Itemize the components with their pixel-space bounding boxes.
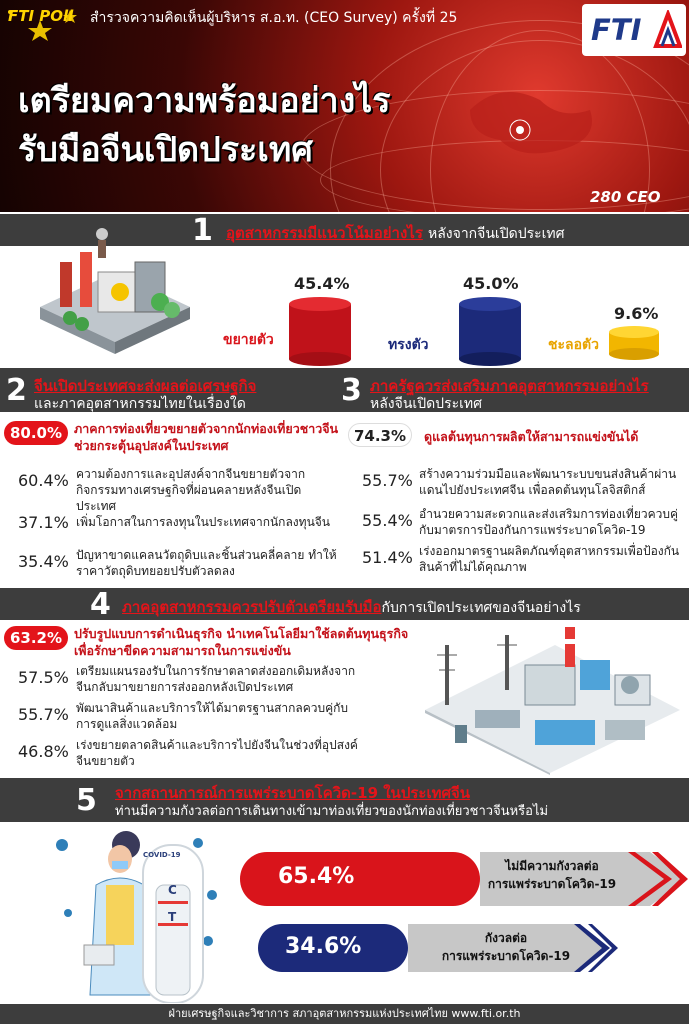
section3-question-red: ภาครัฐควรส่งเสริมภาคอุตสาหกรรมอย่างไร [370, 377, 649, 395]
fti-logo: FTI [591, 13, 642, 47]
section3-top-value: 74.3% [348, 423, 412, 447]
cylinder-stable [458, 296, 523, 366]
section3-row1-text: สร้างความร่วมมือและพัฒนาระบบขนส่งสินค้าผ่านแดนไปยังประเทศจีน เพื่อลดต้นทุนโลจิสติกส์ [419, 467, 677, 497]
factory-illustration [40, 222, 190, 357]
cylinder-expand-value: 45.4% [294, 274, 350, 293]
section4-row1-value: 57.5% [18, 668, 69, 687]
section2-row1-value: 60.4% [18, 471, 69, 490]
cylinder-slow-label: ชะลอตัว [548, 337, 599, 353]
fti-logo-mark-icon [652, 10, 682, 50]
section5-question-rest: ท่านมีความกังวลต่อการเดินทางเข้ามาท่องเที่ยวของนักท่องเที่ยวชาวจีนหรือไม่ [115, 804, 549, 819]
power-plant-illustration [415, 625, 685, 775]
section2-row3-text: ปัญหาขาดแคลนวัตถุดิบและชิ้นส่วนคลี่คลาย ทำให้ราคาวัตถุดิบทยอยปรับตัวลดลง [76, 548, 337, 578]
covid-test-illustration [48, 825, 218, 1003]
section3-question-rest: หลังจีนเปิดประเทศ [370, 396, 483, 412]
section2-row2-value: 37.1% [18, 513, 69, 532]
section4-top-text: ปรับรูปแบบการดำเนินธุรกิจ นำเทคโนโลยีมาใช้ลดต้นทุนธุรกิจเพื่อรักษาขีดความสามารถในการแข่งขัน [74, 626, 409, 658]
answer-worry-line2: การแพร่ระบาดโควิด-19 [441, 949, 571, 963]
section4-number: 4 [90, 587, 111, 622]
section3-top-text: ดูแลต้นทุนการผลิตให้สามารถแข่งขันได้ [424, 429, 639, 444]
covid-test-t: T [168, 910, 177, 924]
main-title-line2: รับมือจีนเปิดประเทศ [18, 130, 313, 170]
answer-no-worry-value: 65.4% [278, 864, 355, 889]
section4-top-value: 63.2% [4, 626, 68, 650]
answer-worry-line1: กังวลต่อ [484, 931, 528, 945]
section2-number: 2 [6, 373, 27, 408]
section5-number: 5 [76, 783, 97, 818]
section4-row2-text: พัฒนาสินค้าและบริการให้ได้มาตรฐานสากลควบคู่กับการดูแลสิ่งแวดล้อม [76, 701, 349, 731]
cylinder-slow [608, 324, 660, 366]
sample-size: 280 CEO [590, 188, 661, 206]
section4-question [122, 595, 581, 619]
answer-no-worry-line1: ไม่มีความกังวลต่อ [505, 859, 599, 873]
brand-label: FTI POll [8, 7, 74, 25]
section2-top-value: 80.0% [4, 421, 68, 445]
cylinder-expand [288, 296, 353, 366]
section2-question-red: จีนเปิดประเทศจะส่งผลต่อเศรษฐกิจ [34, 377, 257, 395]
cylinder-slow-value: 9.6% [614, 304, 659, 323]
survey-title: สำรวจความคิดเห็นผู้บริหาร ส.อ.ท. (CEO Survey) ครั้งที่ 25 [90, 10, 458, 26]
section2-top-text: ภาคการท่องเที่ยวขยายตัวจากนักท่องเที่ยวชาวจีนช่วยกระตุ้นอุปสงค์ในประเทศ [74, 421, 339, 453]
section4-row3-text: เร่งขยายตลาดสินค้าและบริการไปยังจีนในช่วงที่อุปสงค์จีนขยายตัว [76, 738, 358, 768]
section3-row1-value: 55.7% [362, 471, 413, 490]
cylinder-stable-label: ทรงตัว [388, 337, 429, 353]
section5-question-red: จากสถานการณ์การแพร่ระบาดโควิด-19 ในประเทศจีน [115, 784, 471, 802]
section2-row3-value: 35.4% [18, 552, 69, 571]
answer-no-worry-line2: การแพร่ระบาดโควิด-19 [487, 877, 617, 891]
section1-question-red: อุตสาหกรรมมีแนวโน้มอย่างไร [226, 224, 423, 242]
footer: ฝ่ายเศรษฐกิจและวิชาการ สภาอุตสาหกรรมแห่งประเทศไทย www.fti.or.th [0, 1004, 689, 1024]
section4-row1-text: เตรียมแผนรองรับในการรักษาตลาดส่งออกเดิมหลังจากจีนกลับมาขยายการส่งออกหลังเปิดประเทศ [76, 664, 356, 694]
section2-row1-text: ความต้องการและอุปสงค์จากจีนขยายตัวจากกิจกรรมทางเศรษฐกิจที่ผ่อนคลายหลังจีนเปิดประเทศ [76, 467, 306, 513]
section1-number: 1 [192, 213, 213, 248]
section2-question-rest: และภาคอุตสาหกรรมไทยในเรื่องใด [34, 396, 246, 412]
covid-test-c: C [168, 883, 177, 897]
section1-question-rest: หลังจากจีนเปิดประเทศ [427, 226, 565, 242]
section3-number: 3 [341, 373, 362, 408]
section3-row3-value: 51.4% [362, 548, 413, 567]
section3-row2-text: อำนวยความสะดวกและส่งเสริมการท่องเที่ยวควบคู่กับมาตรการป้องกันการแพร่ระบาดโควิด-19 [419, 507, 679, 537]
answer-worry-value: 34.6% [285, 934, 362, 959]
section1-question [226, 221, 565, 245]
section4-question-rest: กับการเปิดประเทศของจีนอย่างไร [381, 600, 581, 616]
covid-test-label: COVID-19 [143, 851, 181, 859]
cylinder-stable-value: 45.0% [463, 274, 519, 293]
section4-question-red: ภาคอุตสาหกรรมควรปรับตัวเตรียมรับมือ [122, 598, 382, 616]
section3-row2-value: 55.4% [362, 511, 413, 530]
cylinder-expand-label: ขยายตัว [223, 332, 274, 348]
section3-row3-text: เร่งออกมาตรฐานผลิตภัณฑ์อุตสาหกรรมเพื่อป้องกันสินค้าที่ไม่ได้คุณภาพ [419, 544, 680, 574]
main-title-line1: เตรียมความพร้อมอย่างไร [18, 81, 391, 121]
section2-row2-text: เพิ่มโอกาสในการลงทุนในประเทศจากนักลงทุนจีน [76, 515, 331, 529]
section4-row2-value: 55.7% [18, 705, 69, 724]
section4-row3-value: 46.8% [18, 742, 69, 761]
